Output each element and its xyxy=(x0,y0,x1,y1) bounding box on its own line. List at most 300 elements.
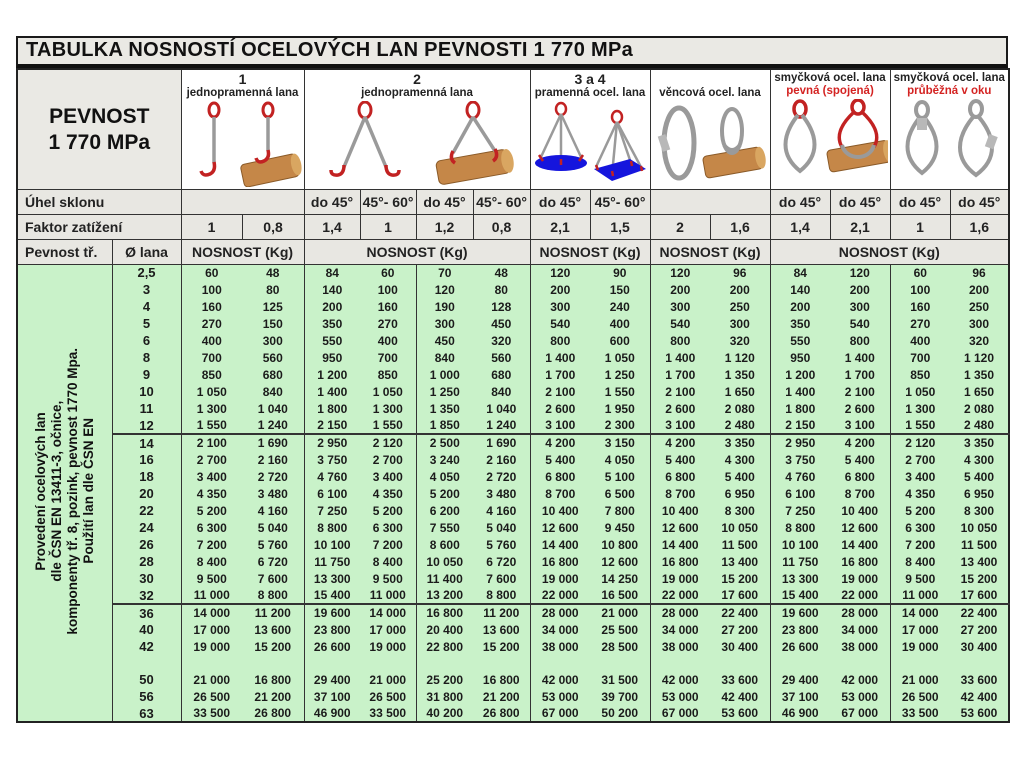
strength-cell xyxy=(17,69,181,189)
diameter-cell: 16 xyxy=(112,451,181,468)
table-row xyxy=(17,366,1009,383)
capacity-cell xyxy=(181,655,242,671)
capacity-cell: 120 xyxy=(530,264,590,281)
diameter-cell: 22 xyxy=(112,502,181,519)
capacity-cell: 42 000 xyxy=(530,671,590,688)
capacity-cell: 21 000 xyxy=(590,604,650,621)
table-row xyxy=(17,604,1009,621)
capacity-cell: 3 400 xyxy=(360,468,416,485)
diameter-cell: 9 xyxy=(112,366,181,383)
capacity-cell xyxy=(304,655,360,671)
diameter-cell: 40 xyxy=(112,621,181,638)
capacity-cell: 33 600 xyxy=(950,671,1009,688)
capacity-cell: 1 700 xyxy=(530,366,590,383)
capacity-cell: 150 xyxy=(590,281,650,298)
capacity-cell: 34 000 xyxy=(650,621,710,638)
capacity-cell: 1 650 xyxy=(710,383,770,400)
capacity-cell: 800 xyxy=(530,332,590,349)
capacity-cell: 160 xyxy=(181,298,242,315)
capacity-cell: 4 160 xyxy=(242,502,304,519)
capacity-cell: 17 000 xyxy=(360,621,416,638)
capacity-cell: 8 400 xyxy=(360,553,416,570)
capacity-cell: 1 050 xyxy=(890,383,950,400)
capacity-cell: 28 000 xyxy=(530,604,590,621)
table-row xyxy=(17,485,1009,502)
capacity-cell: 14 250 xyxy=(590,570,650,587)
capacity-cell: 13 200 xyxy=(416,587,473,604)
capacity-cell: 1 700 xyxy=(830,366,890,383)
capacity-cell: 5 400 xyxy=(950,468,1009,485)
capacity-cell: 2 600 xyxy=(650,400,710,417)
capacity-cell xyxy=(590,655,650,671)
capacity-cell: 2 720 xyxy=(242,468,304,485)
capacity-cell: 400 xyxy=(590,315,650,332)
capacity-cell: 270 xyxy=(181,315,242,332)
capacity-cell: 25 200 xyxy=(416,671,473,688)
factor-cell: 1,6 xyxy=(950,214,1009,239)
capacity-cell: 13 300 xyxy=(304,570,360,587)
angle-cell: 45°- 60° xyxy=(360,189,416,214)
capacity-cell: 10 050 xyxy=(950,519,1009,536)
capacity-cell: 1 120 xyxy=(950,349,1009,366)
capacity-cell: 19 000 xyxy=(890,638,950,655)
capacity-cell: 100 xyxy=(890,281,950,298)
capacity-cell: 21 000 xyxy=(360,671,416,688)
table-row xyxy=(17,553,1009,570)
group-1-number: 1 xyxy=(238,71,247,87)
capacity-cell: 19 000 xyxy=(530,570,590,587)
capacity-cell: 10 400 xyxy=(530,502,590,519)
table-row xyxy=(17,451,1009,468)
capacity-cell: 3 100 xyxy=(530,417,590,434)
group-header-2 xyxy=(304,69,530,189)
capacity-cell: 2 150 xyxy=(304,417,360,434)
capacity-cell: 19 600 xyxy=(770,604,830,621)
capacity-cell: 5 040 xyxy=(473,519,530,536)
capacity-cell: 28 000 xyxy=(650,604,710,621)
capacity-cell: 3 480 xyxy=(242,485,304,502)
capacity-cell: 17 000 xyxy=(890,621,950,638)
capacity-cell: 1 400 xyxy=(770,383,830,400)
capacity-cell: 300 xyxy=(830,298,890,315)
capacity-cell: 33 600 xyxy=(710,671,770,688)
table-row xyxy=(17,332,1009,349)
capacity-cell: 26 600 xyxy=(770,638,830,655)
factor-cell: 1,5 xyxy=(590,214,650,239)
capacity-cell: 11 750 xyxy=(770,553,830,570)
capacity-cell: 16 800 xyxy=(416,604,473,621)
capacity-cell: 8 600 xyxy=(416,536,473,553)
capacity-cell: 26 500 xyxy=(360,688,416,705)
capacity-cell: 200 xyxy=(830,281,890,298)
load-capacity-sheet xyxy=(16,36,1008,723)
capacity-cell: 30 400 xyxy=(950,638,1009,655)
capacity-cell: 9 500 xyxy=(890,570,950,587)
table-row xyxy=(17,570,1009,587)
capacity-cell: 6 100 xyxy=(304,485,360,502)
capacity-header-row xyxy=(17,239,1009,264)
capacity-cell: 53 600 xyxy=(950,705,1009,722)
capacity-cell: 11 200 xyxy=(473,604,530,621)
capacity-cell: 38 000 xyxy=(830,638,890,655)
table-row xyxy=(17,705,1009,722)
capacity-cell: 10 050 xyxy=(710,519,770,536)
capacity-cell: 120 xyxy=(830,264,890,281)
angle-cell: do 45° xyxy=(530,189,590,214)
angle-row xyxy=(17,189,1009,214)
capacity-cell: 42 000 xyxy=(830,671,890,688)
capacity-cell: 67 000 xyxy=(650,705,710,722)
table-row xyxy=(17,417,1009,434)
diameter-cell: 18 xyxy=(112,468,181,485)
capacity-cell: 46 900 xyxy=(304,705,360,722)
capacity-cell: 6 800 xyxy=(830,468,890,485)
capacity-cell: 6 300 xyxy=(890,519,950,536)
capacity-cell: 250 xyxy=(950,298,1009,315)
diameter-label: Ø lana xyxy=(112,239,181,264)
capacity-cell: 450 xyxy=(473,315,530,332)
capacity-cell: 5 400 xyxy=(650,451,710,468)
capacity-cell: 1 550 xyxy=(360,417,416,434)
capacity-cell: 5 200 xyxy=(181,502,242,519)
capacity-cell: 320 xyxy=(710,332,770,349)
table-row xyxy=(17,671,1009,688)
capacity-cell: 2 480 xyxy=(950,417,1009,434)
capacity-cell: 190 xyxy=(416,298,473,315)
capacity-cell: 23 800 xyxy=(770,621,830,638)
capacity-cell: 10 400 xyxy=(650,502,710,519)
capacity-cell: 1 250 xyxy=(590,366,650,383)
capacity-cell: 70 xyxy=(416,264,473,281)
capacity-cell: 400 xyxy=(181,332,242,349)
capacity-cell: 300 xyxy=(530,298,590,315)
capacity-cell: 10 100 xyxy=(304,536,360,553)
capacity-cell: 25 500 xyxy=(590,621,650,638)
group-header-5 xyxy=(770,69,890,189)
capacity-cell: 3 480 xyxy=(473,485,530,502)
capacity-cell: 34 000 xyxy=(530,621,590,638)
angle-cell: do 45° xyxy=(950,189,1009,214)
capacity-cell: 38 000 xyxy=(530,638,590,655)
endless-sling-icon xyxy=(652,101,768,187)
capacity-cell: 1 050 xyxy=(590,349,650,366)
capacity-cell: 2 100 xyxy=(530,383,590,400)
capacity-cell: 38 000 xyxy=(650,638,710,655)
capacity-cell: 1 300 xyxy=(181,400,242,417)
capacity-cell: 400 xyxy=(890,332,950,349)
capacity-cell: 26 500 xyxy=(181,688,242,705)
capacity-cell: 850 xyxy=(181,366,242,383)
capacity-cell: 1 300 xyxy=(890,400,950,417)
capacity-cell: 950 xyxy=(304,349,360,366)
capacity-cell: 1 800 xyxy=(304,400,360,417)
capacity-cell: 680 xyxy=(473,366,530,383)
capacity-cell: 2 120 xyxy=(890,434,950,451)
capacity-cell: 22 000 xyxy=(530,587,590,604)
capacity-cell: 6 800 xyxy=(650,468,710,485)
capacity-cell: 300 xyxy=(950,315,1009,332)
capacity-cell: 15 200 xyxy=(950,570,1009,587)
diameter-cell: 20 xyxy=(112,485,181,502)
capacity-cell: 39 700 xyxy=(590,688,650,705)
capacity-cell: 850 xyxy=(890,366,950,383)
capacity-cell: 14 000 xyxy=(890,604,950,621)
angle-cell xyxy=(650,189,770,214)
capacity-cell: 13 400 xyxy=(710,553,770,570)
capacity-cell: 9 500 xyxy=(360,570,416,587)
capacity-cell: 17 600 xyxy=(710,587,770,604)
capacity-cell: 540 xyxy=(830,315,890,332)
capacity-cell: 84 xyxy=(770,264,830,281)
capacity-cell: 100 xyxy=(360,281,416,298)
strength-class-label: Pevnost tř. xyxy=(17,239,112,264)
capacity-cell: 7 600 xyxy=(242,570,304,587)
capacity-cell: 7 250 xyxy=(770,502,830,519)
capacity-cell: 200 xyxy=(950,281,1009,298)
capacity-cell xyxy=(770,655,830,671)
angle-cell: do 45° xyxy=(830,189,890,214)
capacity-cell: 4 160 xyxy=(473,502,530,519)
capacity-cell: 550 xyxy=(304,332,360,349)
capacity-cell: 9 450 xyxy=(590,519,650,536)
capacity-cell: 60 xyxy=(360,264,416,281)
capacity-cell: 12 600 xyxy=(650,519,710,536)
capacity-cell: 4 300 xyxy=(950,451,1009,468)
loop-sling-running-icon xyxy=(892,99,1006,183)
capacity-cell: 1 550 xyxy=(590,383,650,400)
capacity-cell: 1 400 xyxy=(830,349,890,366)
capacity-header: NOSNOST (Kg) xyxy=(530,239,650,264)
capacity-cell: 1 120 xyxy=(710,349,770,366)
diameter-cell: 63 xyxy=(112,705,181,722)
capacity-cell: 1 200 xyxy=(304,366,360,383)
capacity-table-body xyxy=(17,264,1009,722)
capacity-cell: 1 350 xyxy=(950,366,1009,383)
diameter-cell: 50 xyxy=(112,671,181,688)
capacity-cell: 20 400 xyxy=(416,621,473,638)
capacity-cell: 840 xyxy=(473,383,530,400)
capacity-cell xyxy=(650,655,710,671)
capacity-cell: 240 xyxy=(590,298,650,315)
capacity-cell: 120 xyxy=(650,264,710,281)
angle-cell: do 45° xyxy=(416,189,473,214)
capacity-cell: 11 400 xyxy=(416,570,473,587)
capacity-cell: 5 040 xyxy=(242,519,304,536)
capacity-cell: 14 400 xyxy=(650,536,710,553)
group-5-subname: pevná (spojená) xyxy=(786,85,874,97)
capacity-cell: 1 040 xyxy=(242,400,304,417)
capacity-cell xyxy=(360,655,416,671)
table-row xyxy=(17,587,1009,604)
angle-cell: 45°- 60° xyxy=(590,189,650,214)
capacity-cell: 7 550 xyxy=(416,519,473,536)
capacity-cell: 6 100 xyxy=(770,485,830,502)
capacity-cell: 128 xyxy=(473,298,530,315)
capacity-cell: 1 690 xyxy=(473,434,530,451)
capacity-cell: 16 800 xyxy=(530,553,590,570)
capacity-cell: 350 xyxy=(304,315,360,332)
capacity-cell: 11 500 xyxy=(710,536,770,553)
capacity-cell: 96 xyxy=(950,264,1009,281)
capacity-cell: 4 200 xyxy=(650,434,710,451)
capacity-cell: 700 xyxy=(181,349,242,366)
capacity-cell: 28 000 xyxy=(830,604,890,621)
factor-row xyxy=(17,214,1009,239)
capacity-cell: 5 200 xyxy=(360,502,416,519)
capacity-cell: 320 xyxy=(473,332,530,349)
capacity-cell: 8 700 xyxy=(830,485,890,502)
factor-cell: 1,6 xyxy=(710,214,770,239)
capacity-cell: 21 000 xyxy=(890,671,950,688)
capacity-cell xyxy=(890,655,950,671)
capacity-cell: 29 400 xyxy=(304,671,360,688)
group-6-name: smyčková ocel. lana xyxy=(893,72,1005,84)
capacity-cell: 800 xyxy=(650,332,710,349)
capacity-cell: 1 550 xyxy=(890,417,950,434)
capacity-cell: 140 xyxy=(304,281,360,298)
capacity-cell: 30 400 xyxy=(710,638,770,655)
capacity-cell: 2 080 xyxy=(710,400,770,417)
capacity-cell: 8 400 xyxy=(181,553,242,570)
group-4-number xyxy=(651,72,770,87)
capacity-cell: 13 400 xyxy=(950,553,1009,570)
capacity-cell xyxy=(950,655,1009,671)
capacity-cell: 48 xyxy=(242,264,304,281)
capacity-cell: 50 200 xyxy=(590,705,650,722)
capacity-cell: 270 xyxy=(360,315,416,332)
capacity-cell: 22 400 xyxy=(950,604,1009,621)
table-row xyxy=(17,621,1009,638)
capacity-cell: 2 160 xyxy=(242,451,304,468)
capacity-cell: 14 000 xyxy=(360,604,416,621)
capacity-cell: 14 400 xyxy=(830,536,890,553)
capacity-cell: 11 200 xyxy=(242,604,304,621)
capacity-cell: 6 300 xyxy=(360,519,416,536)
capacity-cell: 8 700 xyxy=(530,485,590,502)
factor-cell: 1,2 xyxy=(416,214,473,239)
capacity-cell: 19 000 xyxy=(360,638,416,655)
capacity-cell: 37 100 xyxy=(770,688,830,705)
capacity-cell: 4 350 xyxy=(181,485,242,502)
capacity-cell xyxy=(530,655,590,671)
capacity-cell: 2 300 xyxy=(590,417,650,434)
capacity-cell: 5 400 xyxy=(830,451,890,468)
capacity-cell: 27 200 xyxy=(950,621,1009,638)
capacity-cell: 2 150 xyxy=(770,417,830,434)
capacity-cell: 680 xyxy=(242,366,304,383)
capacity-cell: 1 400 xyxy=(530,349,590,366)
capacity-cell: 8 300 xyxy=(710,502,770,519)
capacity-cell: 1 700 xyxy=(650,366,710,383)
capacity-cell: 2 600 xyxy=(830,400,890,417)
diameter-cell: 14 xyxy=(112,434,181,451)
table-row xyxy=(17,349,1009,366)
table-row xyxy=(17,468,1009,485)
capacity-cell: 22 000 xyxy=(830,587,890,604)
capacity-cell: 1 950 xyxy=(590,400,650,417)
capacity-cell: 60 xyxy=(181,264,242,281)
capacity-cell: 7 250 xyxy=(304,502,360,519)
capacity-cell: 7 800 xyxy=(590,502,650,519)
capacity-cell: 40 200 xyxy=(416,705,473,722)
capacity-cell: 2 600 xyxy=(530,400,590,417)
capacity-cell: 270 xyxy=(890,315,950,332)
capacity-cell: 16 800 xyxy=(473,671,530,688)
capacity-cell: 26 800 xyxy=(242,705,304,722)
capacity-cell: 22 000 xyxy=(650,587,710,604)
capacity-cell: 3 100 xyxy=(830,417,890,434)
capacity-cell: 3 240 xyxy=(416,451,473,468)
capacity-cell: 4 200 xyxy=(830,434,890,451)
capacity-cell: 3 750 xyxy=(770,451,830,468)
capacity-cell: 8 800 xyxy=(770,519,830,536)
capacity-cell: 23 800 xyxy=(304,621,360,638)
capacity-cell: 16 800 xyxy=(650,553,710,570)
angle-row-label: Úhel sklonu xyxy=(17,189,181,214)
two-leg-sling-icon xyxy=(307,101,527,187)
capacity-cell: 1 350 xyxy=(416,400,473,417)
capacity-cell: 6 720 xyxy=(473,553,530,570)
angle-cell: do 45° xyxy=(304,189,360,214)
diameter-cell: 3 xyxy=(112,281,181,298)
capacity-cell: 1 400 xyxy=(650,349,710,366)
capacity-cell xyxy=(710,655,770,671)
factor-row-label: Faktor zatížení xyxy=(17,214,181,239)
capacity-cell: 12 600 xyxy=(590,553,650,570)
capacity-cell: 2 950 xyxy=(304,434,360,451)
angle-cell: 45°- 60° xyxy=(473,189,530,214)
group-header-3 xyxy=(530,69,650,189)
capacity-cell: 4 200 xyxy=(530,434,590,451)
capacity-cell: 17 000 xyxy=(181,621,242,638)
capacity-cell: 120 xyxy=(416,281,473,298)
capacity-cell: 33 500 xyxy=(181,705,242,722)
capacity-cell: 850 xyxy=(360,366,416,383)
capacity-cell: 16 800 xyxy=(242,671,304,688)
angle-cell xyxy=(181,189,304,214)
capacity-cell: 8 800 xyxy=(304,519,360,536)
capacity-cell: 2 100 xyxy=(650,383,710,400)
diameter-cell: 36 xyxy=(112,604,181,621)
capacity-cell: 840 xyxy=(242,383,304,400)
capacity-cell: 3 750 xyxy=(304,451,360,468)
capacity-cell: 13 300 xyxy=(770,570,830,587)
group-5-name: smyčková ocel. lana xyxy=(774,72,886,84)
capacity-cell: 3 400 xyxy=(890,468,950,485)
capacity-cell: 2 480 xyxy=(710,417,770,434)
capacity-cell: 200 xyxy=(650,281,710,298)
capacity-cell: 1 300 xyxy=(360,400,416,417)
capacity-cell: 1 850 xyxy=(416,417,473,434)
group-3-number: 3 a 4 xyxy=(574,71,606,87)
capacity-cell: 6 950 xyxy=(710,485,770,502)
capacity-cell: 26 800 xyxy=(473,705,530,722)
factor-cell: 1 xyxy=(360,214,416,239)
capacity-cell: 160 xyxy=(890,298,950,315)
capacity-cell: 200 xyxy=(770,298,830,315)
capacity-cell: 1 050 xyxy=(181,383,242,400)
capacity-cell: 15 400 xyxy=(304,587,360,604)
capacity-cell: 31 500 xyxy=(590,671,650,688)
group-4-name: věncová ocel. lana xyxy=(659,87,761,99)
capacity-cell: 200 xyxy=(530,281,590,298)
capacity-cell: 19 000 xyxy=(830,570,890,587)
capacity-cell: 1 800 xyxy=(770,400,830,417)
capacity-cell: 6 200 xyxy=(416,502,473,519)
factor-cell: 0,8 xyxy=(242,214,304,239)
factor-cell: 2,1 xyxy=(830,214,890,239)
capacity-cell: 42 400 xyxy=(710,688,770,705)
